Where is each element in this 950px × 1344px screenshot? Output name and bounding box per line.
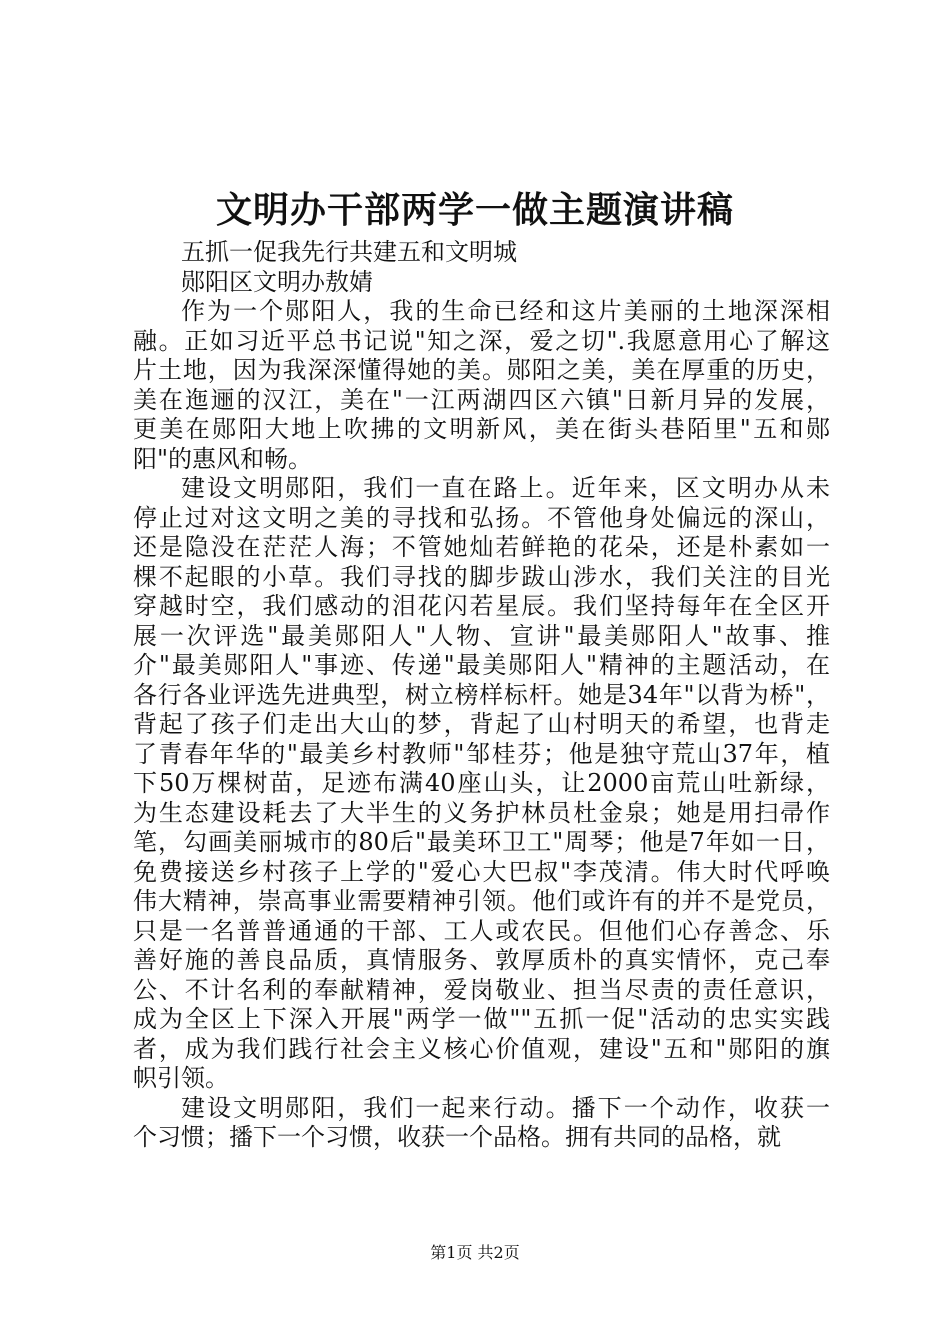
paragraph-line: 者，成为我们践行社会主义核心价值观，建设"五和"郧阳的旗 [133, 1034, 830, 1063]
paragraph-line: 为生态建设耗去了大半生的义务护林员杜金泉；她是用扫帚作 [133, 798, 830, 827]
paragraph-line: 作为一个郧阳人，我的生命已经和这片美丽的土地深深相 [181, 297, 830, 325]
document-author: 郧阳区文明办敖婧 [181, 267, 373, 296]
paragraph-line: 免费接送乡村孩子上学的"爱心大巴叔"李茂清。伟大时代呼唤 [133, 857, 830, 886]
paragraph-line: 停止过对这文明之美的寻找和弘扬。不管他身处偏远的深山， [133, 503, 830, 532]
paragraph-line: 公、不计名利的奉献精神，爱岗敬业、担当尽责的责任意识， [133, 975, 830, 1004]
paragraph-line: 下50万棵树苗，足迹布满40座山头，让2000亩荒山吐新绿， [133, 769, 830, 797]
paragraph-line: 帜引领。 [133, 1064, 229, 1092]
document-title: 文明办干部两学一做主题演讲稿 [215, 189, 734, 231]
paragraph-line: 还是隐没在茫茫人海；不管她灿若鲜艳的花朵，还是朴素如一 [133, 533, 830, 561]
document-body [133, 238, 830, 1153]
paragraph-line: 个习惯；播下一个习惯，收获一个品格。拥有共同的品格，就 [133, 1123, 781, 1151]
paragraph-line: 只是一名普普通通的干部、工人或农民。但他们心存善念、乐 [133, 916, 830, 945]
paragraph-line: 各行各业评选先进典型，树立榜样标杆。她是34年"以背为桥"， [133, 680, 830, 709]
paragraph-line: 成为全区上下深入开展"两学一做""五抓一促"活动的忠实实践 [133, 1005, 830, 1033]
paragraph-line: 美在迤逦的汉江，美在"一江两湖四区六镇"日新月异的发展， [133, 385, 830, 414]
paragraph-line: 介"最美郧阳人"事迹、传递"最美郧阳人"精神的主题活动，在 [133, 651, 830, 679]
paragraph-line: 片土地，因为我深深懂得她的美。郧阳之美，美在厚重的历史， [133, 356, 830, 384]
paragraph-line: 阳"的惠风和畅。 [133, 444, 313, 473]
paragraph-line: 融。正如习近平总书记说"知之深，爱之切".我愿意用心了解这 [133, 326, 830, 355]
paragraph-line: 更美在郧阳大地上吹拂的文明新风，美在街头巷陌里"五和郧 [133, 415, 830, 443]
paragraph-line: 展一次评选"最美郧阳人"人物、宣讲"最美郧阳人"故事、推 [133, 621, 830, 650]
page-number-footer: 第1页 共2页 [430, 1243, 520, 1262]
paragraph-line: 建设文明郧阳，我们一起来行动。播下一个动作，收获一 [181, 1093, 830, 1122]
paragraph-line: 笔，勾画美丽城市的80后"最美环卫工"周琴；他是7年如一日， [133, 828, 830, 856]
paragraph-line: 伟大精神，崇高事业需要精神引领。他们或许有的并不是党员， [133, 887, 830, 915]
paragraph-line: 了青春年华的"最美乡村教师"邹桂芬；他是独守荒山37年，植 [133, 739, 830, 768]
paragraph-line: 穿越时空，我们感动的泪花闪若星辰。我们坚持每年在全区开 [133, 592, 830, 620]
document-subtitle: 五抓一促我先行共建五和文明城 [181, 238, 517, 266]
paragraph-line: 建设文明郧阳，我们一直在路上。近年来，区文明办从未 [181, 474, 830, 502]
paragraph-line: 背起了孩子们走出大山的梦，背起了山村明天的希望，也背走 [133, 710, 830, 738]
paragraph-line: 善好施的善良品质，真情服务、敦厚质朴的真实情怀，克己奉 [133, 946, 830, 974]
paragraph-line: 棵不起眼的小草。我们寻找的脚步跋山涉水，我们关注的目光 [133, 562, 830, 591]
